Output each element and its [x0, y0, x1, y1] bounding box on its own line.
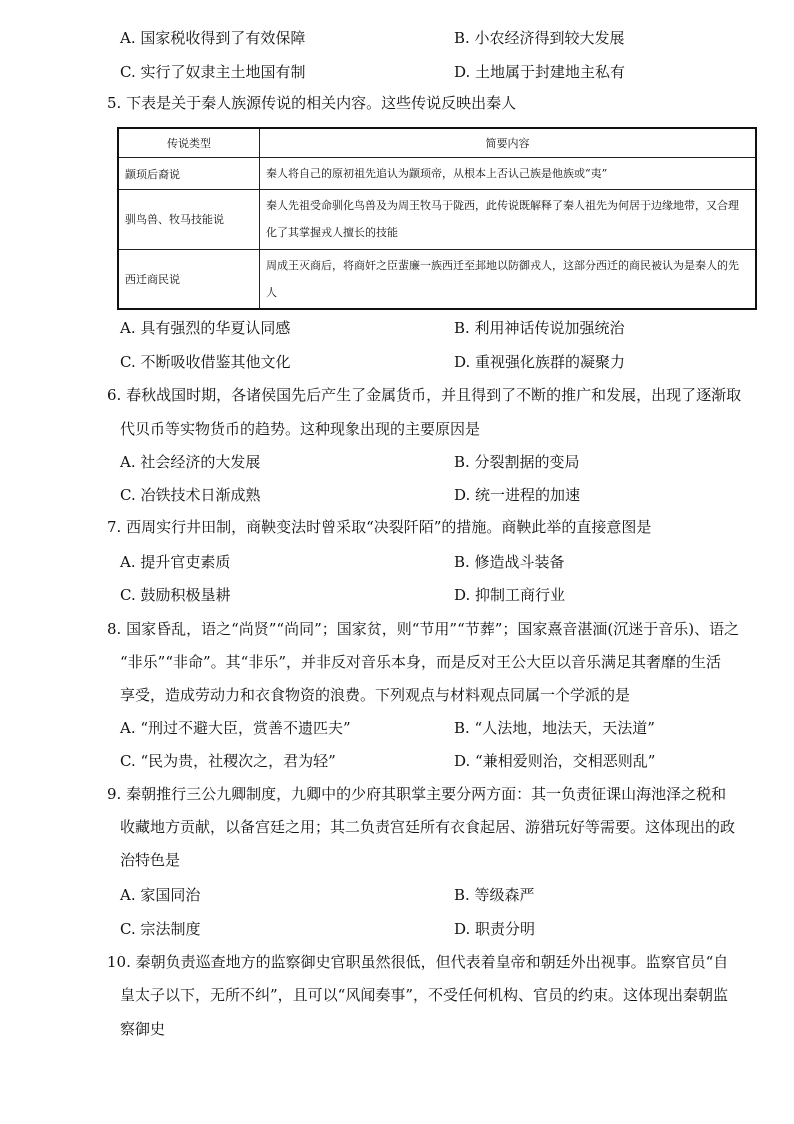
- q9-options-row-2: [0, 917, 794, 941]
- table-header-row: [118, 128, 756, 158]
- q6-option-c[interactable]: C. 冶铁技术日渐成熟: [120, 486, 261, 504]
- q5-stem: 5. 下表是关于秦人族源传说的相关内容。这些传说反映出秦人: [107, 94, 517, 112]
- q6-options-row-1: [0, 450, 794, 474]
- q10-stem-line-3: 察御史: [120, 1020, 166, 1038]
- q8-option-a[interactable]: A. “刑过不避大臣，赏善不遗匹夫”: [120, 719, 351, 737]
- q9-options-row-1: [0, 883, 794, 907]
- q7-options-row-2: [0, 583, 794, 607]
- q9-stem-line-1: 9. 秦朝推行三公九卿制度，九卿中的少府其职掌主要分两方面：其一负责征课山海池泽之税和: [107, 785, 727, 803]
- q6-options-row-2: [0, 483, 794, 507]
- q8-option-b[interactable]: B. “人法地，地法天，天法道”: [454, 719, 655, 737]
- table-cell-content: 周成王灭商后，将商奸之臣蜚廉一族西迁至邽地以防御戎人，这部分西迁的商民被认为是秦人的先人: [260, 249, 757, 309]
- q5-options-row-2: [0, 350, 794, 374]
- q9-option-d[interactable]: D. 职责分明: [454, 920, 536, 938]
- q4-option-a[interactable]: A. 国家税收得到了有效保障: [120, 29, 306, 47]
- q4-options-row-1: [0, 26, 794, 50]
- table-row: [118, 158, 756, 190]
- q10-stem-line-1: 10. 秦朝负责巡查地方的监察御史官职虽然很低，但代表着皇帝和朝廷外出视事。监察官员“自: [107, 953, 729, 971]
- table-cell-content: 秦人先祖受命驯化鸟兽及为周王牧马于陇西，此传说既解释了秦人祖先为何居于边缘地带，又合理化了其掌握戎人擅长的技能: [260, 190, 757, 249]
- q4-option-b[interactable]: B. 小农经济得到较大发展: [454, 29, 625, 47]
- q9-stem-line-2: 收藏地方贡献，以备宫廷之用；其二负责宫廷所有衣食起居、游猎玩好等需要。这体现出的政: [120, 818, 736, 836]
- q5-option-b[interactable]: B. 利用神话传说加强统治: [454, 319, 625, 337]
- q8-stem-line-3: 享受，造成劳动力和衣食物资的浪费。下列观点与材料观点同属一个学派的是: [120, 686, 631, 704]
- q10-stem-line-2: 皇太子以下，无所不纠”，且可以“风闻奏事”，不受任何机构、官员的约束。这体现出秦朝监: [120, 986, 729, 1004]
- q6-option-d[interactable]: D. 统一进程的加速: [454, 486, 581, 504]
- q7-option-d[interactable]: D. 抑制工商行业: [454, 586, 566, 604]
- table-cell-type: 颛顼后裔说: [118, 158, 260, 190]
- q6-stem-line-1: 6. 春秋战国时期，各诸侯国先后产生了金属货币，并且得到了不断的推广和发展，出现了逐渐取: [107, 386, 742, 404]
- q5-option-a[interactable]: A. 具有强烈的华夏认同感: [120, 319, 291, 337]
- q8-options-row-1: [0, 716, 794, 740]
- q8-stem-line-1: 8. 国家昏乱，语之“尚贤”“尚同”；国家贫，则“节用”“节葬”；国家熹音湛湎(沉迷于音乐)、语之: [107, 620, 740, 638]
- q9-option-a[interactable]: A. 家国同治: [120, 886, 201, 904]
- q7-option-b[interactable]: B. 修造战斗装备: [454, 553, 565, 571]
- q5-legend-table: [117, 127, 757, 310]
- q7-option-a[interactable]: A. 提升官吏素质: [120, 553, 231, 571]
- q6-option-b[interactable]: B. 分裂割据的变局: [454, 453, 580, 471]
- q6-option-a[interactable]: A. 社会经济的大发展: [120, 453, 261, 471]
- table-cell-type: 驯鸟兽、牧马技能说: [118, 190, 260, 249]
- table-row: [118, 190, 756, 249]
- table-cell-content: 秦人将自己的原初祖先追认为颛顼帝，从根本上否认己族是他族或“夷”: [260, 158, 757, 190]
- q9-stem-line-3: 治特色是: [120, 851, 181, 869]
- q8-options-row-2: [0, 749, 794, 773]
- q5-options-row-1: [0, 316, 794, 340]
- table-header-type: 传说类型: [118, 128, 260, 158]
- q7-option-c[interactable]: C. 鼓励积极垦耕: [120, 586, 231, 604]
- q4-option-c[interactable]: C. 实行了奴隶主土地国有制: [120, 63, 306, 81]
- q7-stem: 7. 西周实行井田制，商鞅变法时曾采取“决裂阡陌”的措施。商鞅此举的直接意图是: [107, 518, 652, 536]
- q4-options-row-2: [0, 60, 794, 84]
- q7-options-row-1: [0, 550, 794, 574]
- table-cell-type: 西迁商民说: [118, 249, 260, 309]
- q9-option-c[interactable]: C. 宗法制度: [120, 920, 201, 938]
- q8-option-d[interactable]: D. “兼相爱则治，交相恶则乱”: [454, 752, 656, 770]
- q6-stem-line-2: 代贝币等实物货币的趋势。这种现象出现的主要原因是: [120, 420, 481, 438]
- q8-option-c[interactable]: C. “民为贵，社稷次之，君为轻”: [120, 752, 336, 770]
- q5-option-c[interactable]: C. 不断吸收借鉴其他文化: [120, 353, 291, 371]
- q9-option-b[interactable]: B. 等级森严: [454, 886, 535, 904]
- q4-option-d[interactable]: D. 土地属于封建地主私有: [454, 63, 626, 81]
- q8-stem-line-2: “非乐”“非命”。其“非乐”，并非反对音乐本身，而是反对王公大臣以音乐满足其奢靡的生活: [120, 653, 722, 671]
- table-row: [118, 249, 756, 309]
- q5-option-d[interactable]: D. 重视强化族群的凝聚力: [454, 353, 626, 371]
- table-header-content: 简要内容: [260, 128, 757, 158]
